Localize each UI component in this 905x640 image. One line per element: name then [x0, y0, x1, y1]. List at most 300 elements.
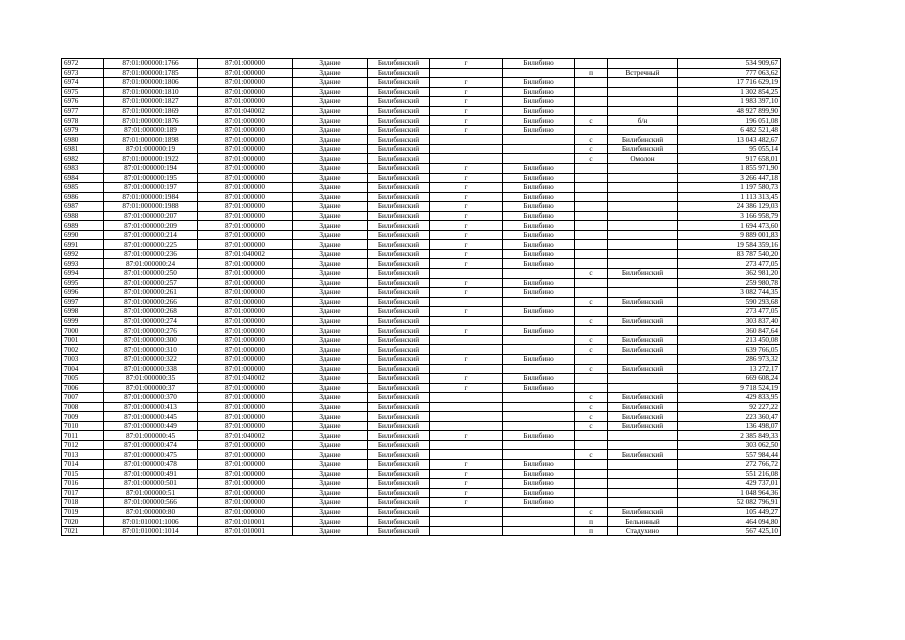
district: Билибинский	[368, 326, 430, 336]
cadastral-number: 87:01:000000:1922	[104, 154, 198, 164]
object-type: Здание	[293, 326, 368, 336]
city-name: Билибино	[503, 479, 575, 489]
object-type: Здание	[293, 440, 368, 450]
district: Билибинский	[368, 498, 430, 508]
row-number: 7015	[62, 469, 104, 479]
city-name: Билибино	[503, 230, 575, 240]
cadastral-block: 87:01:000000	[198, 269, 293, 279]
settlement-type: г	[430, 202, 503, 212]
cadastral-number: 87:01:000000:194	[104, 164, 198, 174]
cadastral-block: 87:01:000000	[198, 116, 293, 126]
row-number: 7019	[62, 507, 104, 517]
village-type	[575, 249, 608, 259]
cadastral-block: 87:01:000000	[198, 383, 293, 393]
table-row	[62, 173, 781, 183]
village-name	[608, 374, 678, 384]
cadastral-number: 87:01:000000:45	[104, 431, 198, 441]
village-name: Билибинский	[608, 421, 678, 431]
cadastral-block: 87:01:000000	[198, 97, 293, 107]
cadastral-block: 87:01:000000	[198, 211, 293, 221]
village-name: Билибинский	[608, 450, 678, 460]
village-name: Билибинский	[608, 135, 678, 145]
cadastral-number: 87:01:000000:338	[104, 364, 198, 374]
village-name	[608, 230, 678, 240]
cadastral-block: 87:01:000000	[198, 402, 293, 412]
settlement-type: г	[430, 431, 503, 441]
object-type: Здание	[293, 345, 368, 355]
table-row	[62, 335, 781, 345]
cadastral-number: 87:01:000000:501	[104, 479, 198, 489]
row-number: 6980	[62, 135, 104, 145]
village-type: с	[575, 412, 608, 422]
city-name: Билибино	[503, 383, 575, 393]
object-type: Здание	[293, 288, 368, 298]
cadastral-block: 87:01:000000	[198, 440, 293, 450]
cadastral-value: 2 385 849,33	[678, 431, 781, 441]
village-type	[575, 240, 608, 250]
cadastral-value: 273 477,05	[678, 259, 781, 269]
city-name: Билибино	[503, 469, 575, 479]
district: Билибинский	[368, 297, 430, 307]
cadastral-value: 105 449,27	[678, 507, 781, 517]
village-type	[575, 211, 608, 221]
object-type: Здание	[293, 173, 368, 183]
table-row	[62, 278, 781, 288]
row-number: 6993	[62, 259, 104, 269]
row-number: 7013	[62, 450, 104, 460]
district: Билибинский	[368, 517, 430, 527]
city-name: Билибино	[503, 106, 575, 116]
object-type: Здание	[293, 297, 368, 307]
object-type: Здание	[293, 87, 368, 97]
district: Билибинский	[368, 259, 430, 269]
row-number: 7009	[62, 412, 104, 422]
settlement-type	[430, 517, 503, 527]
cadastral-value: 259 980,78	[678, 278, 781, 288]
cadastral-value: 92 227,22	[678, 402, 781, 412]
settlement-type: г	[430, 230, 503, 240]
city-name: Билибино	[503, 97, 575, 107]
district: Билибинский	[368, 97, 430, 107]
city-name	[503, 364, 575, 374]
district: Билибинский	[368, 507, 430, 517]
village-name	[608, 97, 678, 107]
cadastral-value: 286 973,32	[678, 354, 781, 364]
city-name: Билибино	[503, 259, 575, 269]
table-row	[62, 421, 781, 431]
row-number: 6998	[62, 307, 104, 317]
cadastral-block: 87:01:000000	[198, 68, 293, 78]
object-type: Здание	[293, 488, 368, 498]
object-type: Здание	[293, 507, 368, 517]
table-row	[62, 402, 781, 412]
settlement-type	[430, 507, 503, 517]
city-name: Билибино	[503, 116, 575, 126]
settlement-type: г	[430, 469, 503, 479]
city-name: Билибино	[503, 164, 575, 174]
cadastral-value: 669 608,24	[678, 374, 781, 384]
city-name	[503, 440, 575, 450]
table-row	[62, 154, 781, 164]
village-name	[608, 59, 678, 69]
row-number: 7017	[62, 488, 104, 498]
settlement-type: г	[430, 354, 503, 364]
settlement-type: г	[430, 87, 503, 97]
cadastral-block: 87:01:010001	[198, 526, 293, 536]
district: Билибинский	[368, 440, 430, 450]
district: Билибинский	[368, 345, 430, 355]
settlement-type: г	[430, 211, 503, 221]
row-number: 6987	[62, 202, 104, 212]
village-name	[608, 469, 678, 479]
cadastral-value: 429 737,01	[678, 479, 781, 489]
village-name	[608, 192, 678, 202]
cadastral-block: 87:01:000000	[198, 345, 293, 355]
cadastral-value: 223 360,47	[678, 412, 781, 422]
row-number: 7020	[62, 517, 104, 527]
cadastral-value: 6 482 521,48	[678, 125, 781, 135]
village-type: с	[575, 135, 608, 145]
village-name: Билибинский	[608, 316, 678, 326]
district: Билибинский	[368, 240, 430, 250]
cadastral-block: 87:01:000000	[198, 479, 293, 489]
city-name: Билибино	[503, 59, 575, 69]
table-row	[62, 106, 781, 116]
village-name	[608, 259, 678, 269]
cadastral-number: 87:01:000000:1869	[104, 106, 198, 116]
cadastral-block: 87:01:000000	[198, 364, 293, 374]
table-row	[62, 144, 781, 154]
village-type	[575, 488, 608, 498]
settlement-type	[430, 135, 503, 145]
village-name	[608, 164, 678, 174]
village-type: с	[575, 154, 608, 164]
object-type: Здание	[293, 383, 368, 393]
district: Билибинский	[368, 393, 430, 403]
cadastral-value: 551 216,08	[678, 469, 781, 479]
cadastral-value: 464 094,80	[678, 517, 781, 527]
cadastral-block: 87:01:000000	[198, 59, 293, 69]
object-type: Здание	[293, 412, 368, 422]
cadastral-block: 87:01:000000	[198, 393, 293, 403]
village-type	[575, 288, 608, 298]
cadastral-number: 87:01:000000:207	[104, 211, 198, 221]
row-number: 6973	[62, 68, 104, 78]
row-number: 7006	[62, 383, 104, 393]
city-name: Билибино	[503, 488, 575, 498]
city-name	[503, 507, 575, 517]
object-type: Здание	[293, 354, 368, 364]
village-type	[575, 125, 608, 135]
table-row	[62, 78, 781, 88]
cadastral-number: 87:01:000000:274	[104, 316, 198, 326]
cadastral-value: 917 658,01	[678, 154, 781, 164]
district: Билибинский	[368, 450, 430, 460]
settlement-type	[430, 364, 503, 374]
city-name	[503, 68, 575, 78]
village-type	[575, 469, 608, 479]
row-number: 7008	[62, 402, 104, 412]
table-row	[62, 192, 781, 202]
district: Билибинский	[368, 125, 430, 135]
cadastral-block: 87:01:000000	[198, 507, 293, 517]
table-row	[62, 374, 781, 384]
table-row	[62, 326, 781, 336]
cadastral-number: 87:01:000000:566	[104, 498, 198, 508]
village-name	[608, 440, 678, 450]
row-number: 7018	[62, 498, 104, 508]
district: Билибинский	[368, 154, 430, 164]
cadastral-number: 87:01:000000:51	[104, 488, 198, 498]
city-name: Билибино	[503, 78, 575, 88]
village-type	[575, 459, 608, 469]
settlement-type: г	[430, 59, 503, 69]
cadastral-number: 87:01:000000:236	[104, 249, 198, 259]
cadastral-value: 136 498,07	[678, 421, 781, 431]
cadastral-block: 87:01:000000	[198, 307, 293, 317]
cadastral-number: 87:01:000000:322	[104, 354, 198, 364]
village-name: Встречный	[608, 68, 678, 78]
cadastral-value: 303 062,50	[678, 440, 781, 450]
object-type: Здание	[293, 249, 368, 259]
object-type: Здание	[293, 230, 368, 240]
cadastral-number: 87:01:000000:1785	[104, 68, 198, 78]
object-type: Здание	[293, 450, 368, 460]
city-name: Билибино	[503, 240, 575, 250]
cadastral-value: 3 166 958,79	[678, 211, 781, 221]
cadastral-block: 87:01:000000	[198, 221, 293, 231]
village-name: Стадухино	[608, 526, 678, 536]
table-row	[62, 440, 781, 450]
cadastral-number: 87:01:000000:1810	[104, 87, 198, 97]
cadastral-block: 87:01:040002	[198, 431, 293, 441]
cadastral-number: 87:01:000000:189	[104, 125, 198, 135]
city-name	[503, 269, 575, 279]
city-name: Билибино	[503, 288, 575, 298]
cadastral-value: 196 051,08	[678, 116, 781, 126]
village-type	[575, 59, 608, 69]
row-number: 7016	[62, 479, 104, 489]
cadastral-number: 87:01:000000:1806	[104, 78, 198, 88]
cadastral-number: 87:01:000000:478	[104, 459, 198, 469]
district: Билибинский	[368, 278, 430, 288]
object-type: Здание	[293, 517, 368, 527]
row-number: 7001	[62, 335, 104, 345]
cadastral-value: 9 889 001,83	[678, 230, 781, 240]
cadastral-block: 87:01:000000	[198, 498, 293, 508]
settlement-type: г	[430, 479, 503, 489]
city-name: Билибино	[503, 221, 575, 231]
city-name: Билибино	[503, 192, 575, 202]
table-row	[62, 507, 781, 517]
city-name	[503, 345, 575, 355]
row-number: 6989	[62, 221, 104, 231]
village-name	[608, 326, 678, 336]
cadastral-block: 87:01:000000	[198, 192, 293, 202]
cadastral-number: 87:01:000000:1827	[104, 97, 198, 107]
village-name	[608, 78, 678, 88]
settlement-type: г	[430, 326, 503, 336]
village-type: с	[575, 335, 608, 345]
city-name	[503, 517, 575, 527]
row-number: 6990	[62, 230, 104, 240]
object-type: Здание	[293, 97, 368, 107]
village-name	[608, 221, 678, 231]
table-row	[62, 87, 781, 97]
city-name: Билибино	[503, 431, 575, 441]
village-type: п	[575, 526, 608, 536]
row-number: 6976	[62, 97, 104, 107]
settlement-type: г	[430, 459, 503, 469]
village-name: Билибинский	[608, 402, 678, 412]
table-row	[62, 297, 781, 307]
table-row	[62, 68, 781, 78]
cadastral-number: 87:01:000000:19	[104, 144, 198, 154]
district: Билибинский	[368, 78, 430, 88]
village-name: Билибинский	[608, 393, 678, 403]
village-name	[608, 498, 678, 508]
cadastral-value: 13 043 482,67	[678, 135, 781, 145]
village-type: с	[575, 345, 608, 355]
settlement-type: г	[430, 116, 503, 126]
cadastral-number: 87:01:000000:80	[104, 507, 198, 517]
village-name	[608, 288, 678, 298]
city-name: Билибино	[503, 326, 575, 336]
city-name: Билибино	[503, 87, 575, 97]
city-name: Билибино	[503, 183, 575, 193]
row-number: 6983	[62, 164, 104, 174]
table-row	[62, 469, 781, 479]
cadastral-number: 87:01:000000:225	[104, 240, 198, 250]
cadastral-block: 87:01:000000	[198, 354, 293, 364]
cadastral-value: 590 293,68	[678, 297, 781, 307]
village-name	[608, 459, 678, 469]
cadastral-number: 87:01:000000:413	[104, 402, 198, 412]
village-name	[608, 307, 678, 317]
cadastral-value: 24 386 129,03	[678, 202, 781, 212]
cadastral-block: 87:01:000000	[198, 135, 293, 145]
object-type: Здание	[293, 78, 368, 88]
object-type: Здание	[293, 307, 368, 317]
village-type	[575, 383, 608, 393]
cadastral-block: 87:01:000000	[198, 154, 293, 164]
cadastral-value: 1 048 964,36	[678, 488, 781, 498]
cadastral-value: 3 082 744,35	[678, 288, 781, 298]
cadastral-value: 272 766,72	[678, 459, 781, 469]
settlement-type: г	[430, 259, 503, 269]
settlement-type: г	[430, 240, 503, 250]
cadastral-value: 1 113 313,45	[678, 192, 781, 202]
district: Билибинский	[368, 249, 430, 259]
object-type: Здание	[293, 469, 368, 479]
district: Билибинский	[368, 479, 430, 489]
cadastral-block: 87:01:000000	[198, 316, 293, 326]
village-type: с	[575, 364, 608, 374]
cadastral-value: 1 983 397,10	[678, 97, 781, 107]
cadastral-block: 87:01:000000	[198, 469, 293, 479]
table-row	[62, 230, 781, 240]
settlement-type: г	[430, 383, 503, 393]
village-type	[575, 440, 608, 450]
table-row	[62, 450, 781, 460]
city-name: Билибино	[503, 211, 575, 221]
object-type: Здание	[293, 106, 368, 116]
object-type: Здание	[293, 335, 368, 345]
city-name: Билибино	[503, 278, 575, 288]
district: Билибинский	[368, 488, 430, 498]
cadastral-value: 1 197 580,73	[678, 183, 781, 193]
cadastral-value: 13 272,17	[678, 364, 781, 374]
settlement-type: г	[430, 106, 503, 116]
cadastral-value: 429 833,95	[678, 393, 781, 403]
village-type: с	[575, 421, 608, 431]
cadastral-value: 1 855 971,90	[678, 164, 781, 174]
village-type: п	[575, 68, 608, 78]
city-name	[503, 421, 575, 431]
row-number: 7021	[62, 526, 104, 536]
object-type: Здание	[293, 154, 368, 164]
settlement-type	[430, 144, 503, 154]
district: Билибинский	[368, 412, 430, 422]
cadastral-number: 87:01:000000:35	[104, 374, 198, 384]
cadastral-number: 87:01:000000:475	[104, 450, 198, 460]
village-type: с	[575, 297, 608, 307]
village-name	[608, 125, 678, 135]
settlement-type: г	[430, 221, 503, 231]
table-row	[62, 211, 781, 221]
cadastral-value: 213 450,08	[678, 335, 781, 345]
village-type: с	[575, 116, 608, 126]
district: Билибинский	[368, 431, 430, 441]
city-name: Билибино	[503, 354, 575, 364]
table-row	[62, 135, 781, 145]
district: Билибинский	[368, 364, 430, 374]
row-number: 6997	[62, 297, 104, 307]
cadastral-value: 639 766,05	[678, 345, 781, 355]
cadastral-block: 87:01:040002	[198, 249, 293, 259]
cadastral-number: 87:01:000000:300	[104, 335, 198, 345]
village-name: Омолон	[608, 154, 678, 164]
village-type: с	[575, 393, 608, 403]
row-number: 6994	[62, 269, 104, 279]
table-row	[62, 431, 781, 441]
table-row	[62, 345, 781, 355]
village-type	[575, 78, 608, 88]
village-type: с	[575, 450, 608, 460]
village-type: с	[575, 269, 608, 279]
city-name: Билибино	[503, 498, 575, 508]
district: Билибинский	[368, 221, 430, 231]
district: Билибинский	[368, 173, 430, 183]
cadastral-value: 362 981,20	[678, 269, 781, 279]
table-row	[62, 249, 781, 259]
row-number: 6981	[62, 144, 104, 154]
village-name	[608, 87, 678, 97]
row-number: 7007	[62, 393, 104, 403]
object-type: Здание	[293, 211, 368, 221]
object-type: Здание	[293, 526, 368, 536]
village-name	[608, 431, 678, 441]
city-name: Билибино	[503, 173, 575, 183]
district: Билибинский	[368, 354, 430, 364]
cadastral-block: 87:01:000000	[198, 78, 293, 88]
settlement-type	[430, 68, 503, 78]
settlement-type: г	[430, 192, 503, 202]
row-number: 7014	[62, 459, 104, 469]
row-number: 6977	[62, 106, 104, 116]
cadastral-value: 777 063,62	[678, 68, 781, 78]
settlement-type	[430, 297, 503, 307]
